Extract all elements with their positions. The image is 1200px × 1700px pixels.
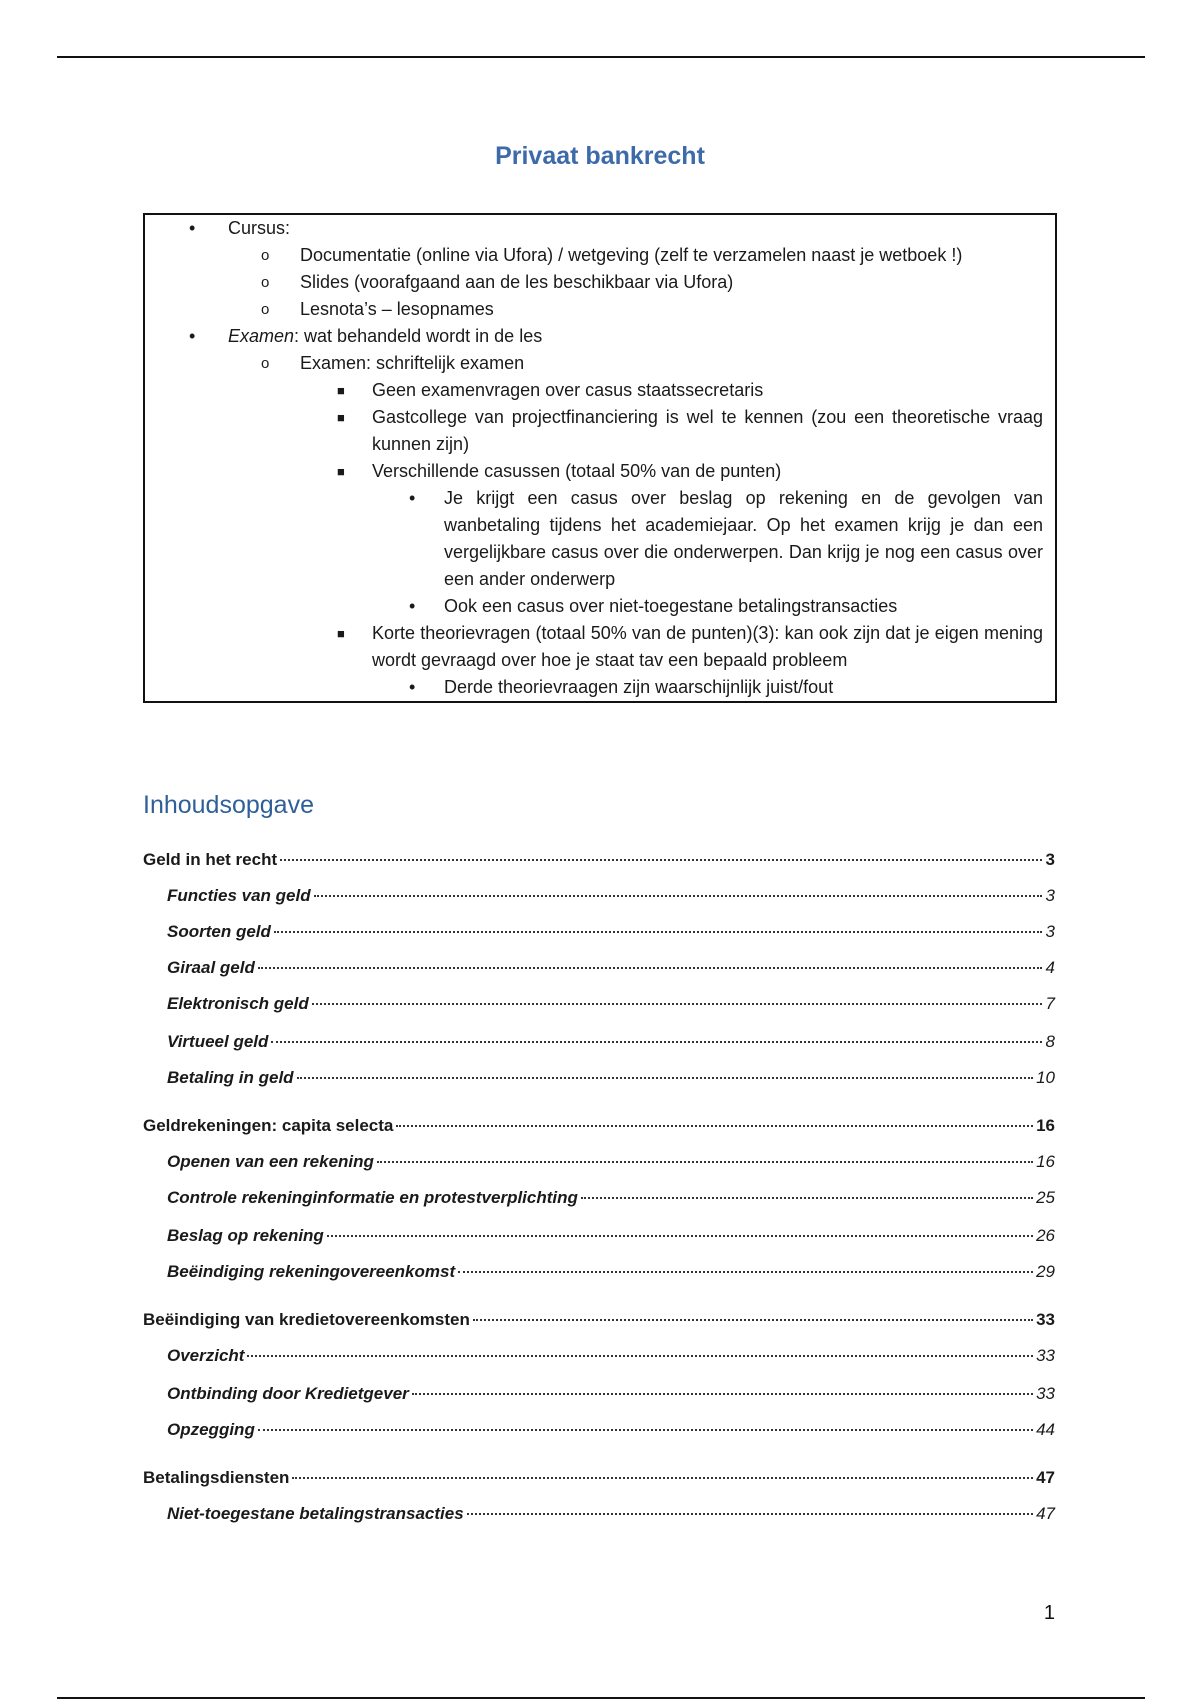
toc-entry[interactable]	[143, 922, 1055, 948]
toc-entry[interactable]	[143, 1310, 1055, 1336]
toc-entry-page: 16	[1036, 1116, 1055, 1135]
toc-leader-dots	[280, 859, 1042, 861]
toc-leader-dots	[312, 1003, 1042, 1005]
toc-entry-label: Overzicht	[167, 1346, 245, 1365]
list-item: • Ook een casus over niet-toegestane betalingstransacties	[145, 593, 1055, 620]
list-item: o Lesnota’s – lesopnames	[145, 296, 1055, 323]
toc-entry[interactable]	[143, 1032, 1055, 1058]
toc-entry[interactable]	[143, 1068, 1055, 1094]
bullet-icon: •	[189, 218, 196, 238]
toc-entry-label: Virtueel geld	[167, 1032, 269, 1051]
toc-entry-page: 47	[1036, 1504, 1055, 1523]
list-item: o Examen: schriftelijk examen	[145, 350, 1055, 377]
toc-entry-page: 3	[1045, 922, 1055, 941]
toc-entry-label: Soorten geld	[167, 922, 271, 941]
list-item: o Documentatie (online via Ufora) / wetgeving (zelf te verzamelen naast je wetboek !)	[145, 242, 1055, 269]
toc-entry[interactable]	[143, 1152, 1055, 1178]
toc-leader-dots	[396, 1125, 1033, 1127]
toc-leader-dots	[467, 1513, 1033, 1515]
list-item: • Examen: wat behandeld wordt in de les	[145, 323, 1055, 350]
toc-leader-dots	[297, 1077, 1034, 1079]
toc-entry[interactable]	[143, 1384, 1055, 1410]
list-item: • Je krijgt een casus over beslag op rekening en de gevolgen van wanbetaling tijdens het academiejaar. Op het examen krijg je dan een vergelijkbare casus over die onderwerpen. Dan krijg je nog een casus over een ander onderwerp	[145, 485, 1055, 593]
square-bullet-icon: ■	[337, 410, 345, 425]
toc-entry-label: Ontbinding door Kredietgever	[167, 1384, 409, 1403]
toc-entry-page: 29	[1036, 1262, 1055, 1281]
circle-bullet-icon: o	[261, 355, 270, 372]
toc-entry-page: 4	[1045, 958, 1055, 977]
toc-entry-label: Geld in het recht	[143, 850, 278, 869]
circle-bullet-icon: o	[261, 301, 270, 318]
toc-entry-label: Functies van geld	[167, 886, 311, 905]
toc-leader-dots	[377, 1161, 1033, 1163]
toc-entry-label: Beëindiging van kredietovereenkomsten	[143, 1310, 470, 1329]
bullet-icon: •	[409, 596, 416, 616]
toc-entry-label: Opzegging	[167, 1420, 255, 1439]
bullet-icon: •	[189, 326, 196, 346]
page-number: 1	[1043, 1602, 1055, 1624]
toc-entry[interactable]	[143, 958, 1055, 984]
toc-leader-dots	[412, 1393, 1033, 1395]
toc-entry-page: 10	[1036, 1068, 1055, 1087]
toc-leader-dots	[258, 967, 1042, 969]
list-item: o Slides (voorafgaand aan de les beschikbaar via Ufora)	[145, 269, 1055, 296]
square-bullet-icon: ■	[337, 464, 345, 479]
toc-entry-page: 8	[1045, 1032, 1055, 1051]
circle-bullet-icon: o	[261, 247, 270, 264]
toc-entry-page: 16	[1036, 1152, 1055, 1171]
toc-entry-label: Controle rekeninginformatie en protestverplichting	[167, 1188, 578, 1207]
circle-bullet-icon: o	[261, 274, 270, 291]
header-rule	[57, 56, 1145, 58]
list-item: • Derde theorievraagen zijn waarschijnlijk juist/fout	[145, 674, 1055, 701]
list-item: ■ Korte theorievragen (totaal 50% van de punten)(3): kan ook zijn dat je eigen mening wordt gevraagd over hoe je staat tav een bepaald probleem	[145, 620, 1055, 674]
toc-entry[interactable]	[143, 1346, 1055, 1372]
toc-heading: Inhoudsopgave	[143, 791, 314, 819]
toc-entry[interactable]	[143, 1188, 1055, 1214]
toc-leader-dots	[458, 1271, 1033, 1273]
toc-entry[interactable]	[143, 1226, 1055, 1252]
toc-entry[interactable]	[143, 850, 1055, 876]
toc-entry-label: Beëindiging rekeningovereenkomst	[167, 1262, 456, 1281]
toc-entry[interactable]	[143, 886, 1055, 912]
toc-entry-page: 7	[1045, 994, 1055, 1013]
toc-entry[interactable]	[143, 1262, 1055, 1288]
document-title: Privaat bankrecht	[495, 142, 705, 170]
toc-entry[interactable]	[143, 1116, 1055, 1142]
toc-entry[interactable]	[143, 1468, 1055, 1494]
toc-leader-dots	[247, 1355, 1033, 1357]
toc-entry[interactable]	[143, 1504, 1055, 1530]
toc-leader-dots	[327, 1235, 1033, 1237]
footer-rule	[57, 1697, 1145, 1699]
toc-entry-page: 33	[1036, 1310, 1055, 1329]
toc-entry[interactable]	[143, 1420, 1055, 1446]
toc-leader-dots	[473, 1319, 1033, 1321]
toc-entry-page: 47	[1036, 1468, 1055, 1487]
square-bullet-icon: ■	[337, 626, 345, 641]
toc-entry-label: Beslag op rekening	[167, 1226, 324, 1245]
list-item: ■ Gastcollege van projectfinanciering is wel te kennen (zou een theoretische vraag kunnen zijn)	[145, 404, 1055, 458]
toc-leader-dots	[314, 895, 1042, 897]
toc-entry-page: 3	[1045, 886, 1055, 905]
toc-entry-label: Betalingsdiensten	[143, 1468, 290, 1487]
toc-entry-label: Niet-toegestane betalingstransacties	[167, 1504, 464, 1523]
list-item: ■ Geen examenvragen over casus staatssecretaris	[145, 377, 1055, 404]
toc-leader-dots	[274, 931, 1042, 933]
toc-leader-dots	[581, 1197, 1033, 1199]
bullet-icon: •	[409, 488, 416, 508]
toc-entry[interactable]	[143, 994, 1055, 1020]
toc-entry-page: 25	[1036, 1188, 1055, 1207]
list-item: ■ Verschillende casussen (totaal 50% van de punten)	[145, 458, 1055, 485]
toc-entry-page: 3	[1045, 850, 1055, 869]
toc-entry-label: Openen van een rekening	[167, 1152, 374, 1171]
toc-entry-label: Geldrekeningen: capita selecta	[143, 1116, 394, 1135]
toc-entry-label: Elektronisch geld	[167, 994, 309, 1013]
toc-entry-page: 33	[1036, 1384, 1055, 1403]
toc-entry-page: 26	[1036, 1226, 1055, 1245]
list-item: • Cursus:	[145, 215, 1055, 242]
toc-leader-dots	[271, 1041, 1042, 1043]
toc-leader-dots	[258, 1429, 1033, 1431]
toc-entry-page: 33	[1036, 1346, 1055, 1365]
square-bullet-icon: ■	[337, 383, 345, 398]
toc-entry-label: Giraal geld	[167, 958, 255, 977]
toc-entry-page: 44	[1036, 1420, 1055, 1439]
bullet-icon: •	[409, 677, 416, 697]
course-info-box	[143, 213, 1057, 703]
toc-leader-dots	[292, 1477, 1033, 1479]
toc-entry-label: Betaling in geld	[167, 1068, 294, 1087]
